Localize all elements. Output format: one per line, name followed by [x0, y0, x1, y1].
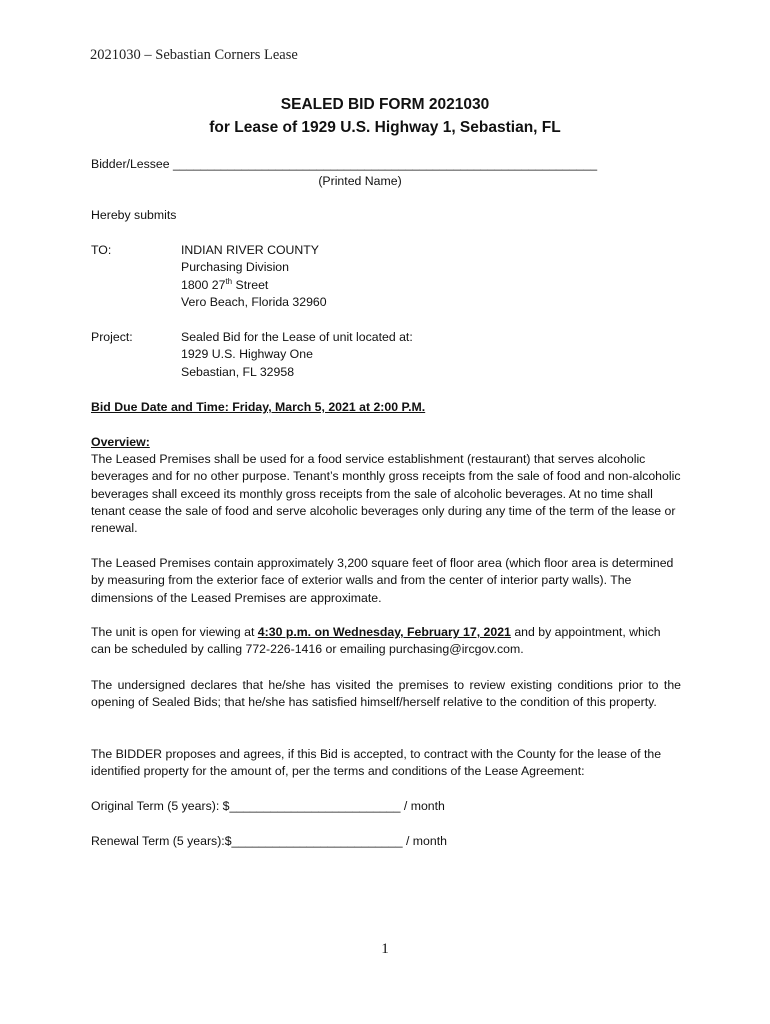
form-subtitle: for Lease of 1929 U.S. Highway 1, Sebastian, FL [209, 119, 561, 136]
overview-paragraph-2: The Leased Premises contain approximately 3,200 square feet of floor area (which floor area is determined by measuring from the exterior face of exterior walls and from the center of interior party walls). The dimensions of the Leased Premises are approximate. [91, 556, 674, 605]
overview-paragraph-4: The undersigned declares that he/she has visited the premises to review existing conditions prior to the opening of Sealed Bids; that he/she has satisfied himself/herself relative to the condition of this property. [91, 678, 681, 710]
viewing-time: 4:30 p.m. on Wednesday, February 17, 2021 [257, 625, 511, 639]
page-number: 1 [381, 941, 389, 957]
overview-paragraph-1: The Leased Premises shall be used for a food service establishment (restaurant) that serves alcoholic beverages and for no other purpose. Tenant’s monthly gross receipts from the sale of food and non-alcoholic beverages shall exceed its monthly gross receipts from the sale of alcoholic beverages. At no time shall tenant cease the sale of food and serve alcoholic beverages only during any time of the term of the lease or renewal. [91, 452, 681, 536]
renewal-term-line: Renewal Term (5 years):$_________________________ / month [91, 834, 447, 848]
project-line-2: 1929 U.S. Highway One [181, 347, 313, 362]
project-address [181, 329, 413, 381]
overview-heading: Overview: [91, 435, 150, 449]
printed-name-caption: (Printed Name) [318, 174, 402, 188]
to-line-3: 1800 27th Street [181, 276, 269, 292]
to-label: TO: [91, 243, 112, 257]
bidder-name-blank: ______________________________________________________________ [173, 157, 598, 171]
bidder-label: Bidder/Lessee [91, 157, 170, 171]
form-title: SEALED BID FORM 2021030 [280, 96, 490, 113]
to-line-1: INDIAN RIVER COUNTY [181, 243, 320, 257]
project-label: Project: [91, 330, 133, 344]
bidder-line [91, 156, 597, 173]
running-header: 2021030 – Sebastian Corners Lease [90, 47, 298, 63]
bid-due-date: Bid Due Date and Time: Friday, March 5, 2021 at 2:00 P.M. [91, 400, 426, 414]
to-line-2: Purchasing Division [181, 260, 289, 275]
original-term-line: Original Term (5 years): $_________________________ / month [91, 799, 445, 813]
to-address [181, 242, 327, 311]
project-line-3: Sebastian, FL 32958 [181, 364, 295, 379]
overview-paragraph-5: The BIDDER proposes and agrees, if this Bid is accepted, to contract with the County for the lease of the identified property for the amount of, per the terms and conditions of the Lease Agreement: [91, 747, 662, 779]
to-line-4: Vero Beach, Florida 32960 [181, 294, 327, 309]
hereby-submits: Hereby submits [91, 208, 177, 222]
overview-paragraph-3: The unit is open for viewing at 4:30 p.m. on Wednesday, February 17, 2021 and by appointment, which can be scheduled by calling 772-226-1416 or emailing purchasing@ircgov.com. [91, 625, 661, 657]
project-line-1: Sealed Bid for the Lease of unit located at: [181, 330, 413, 344]
